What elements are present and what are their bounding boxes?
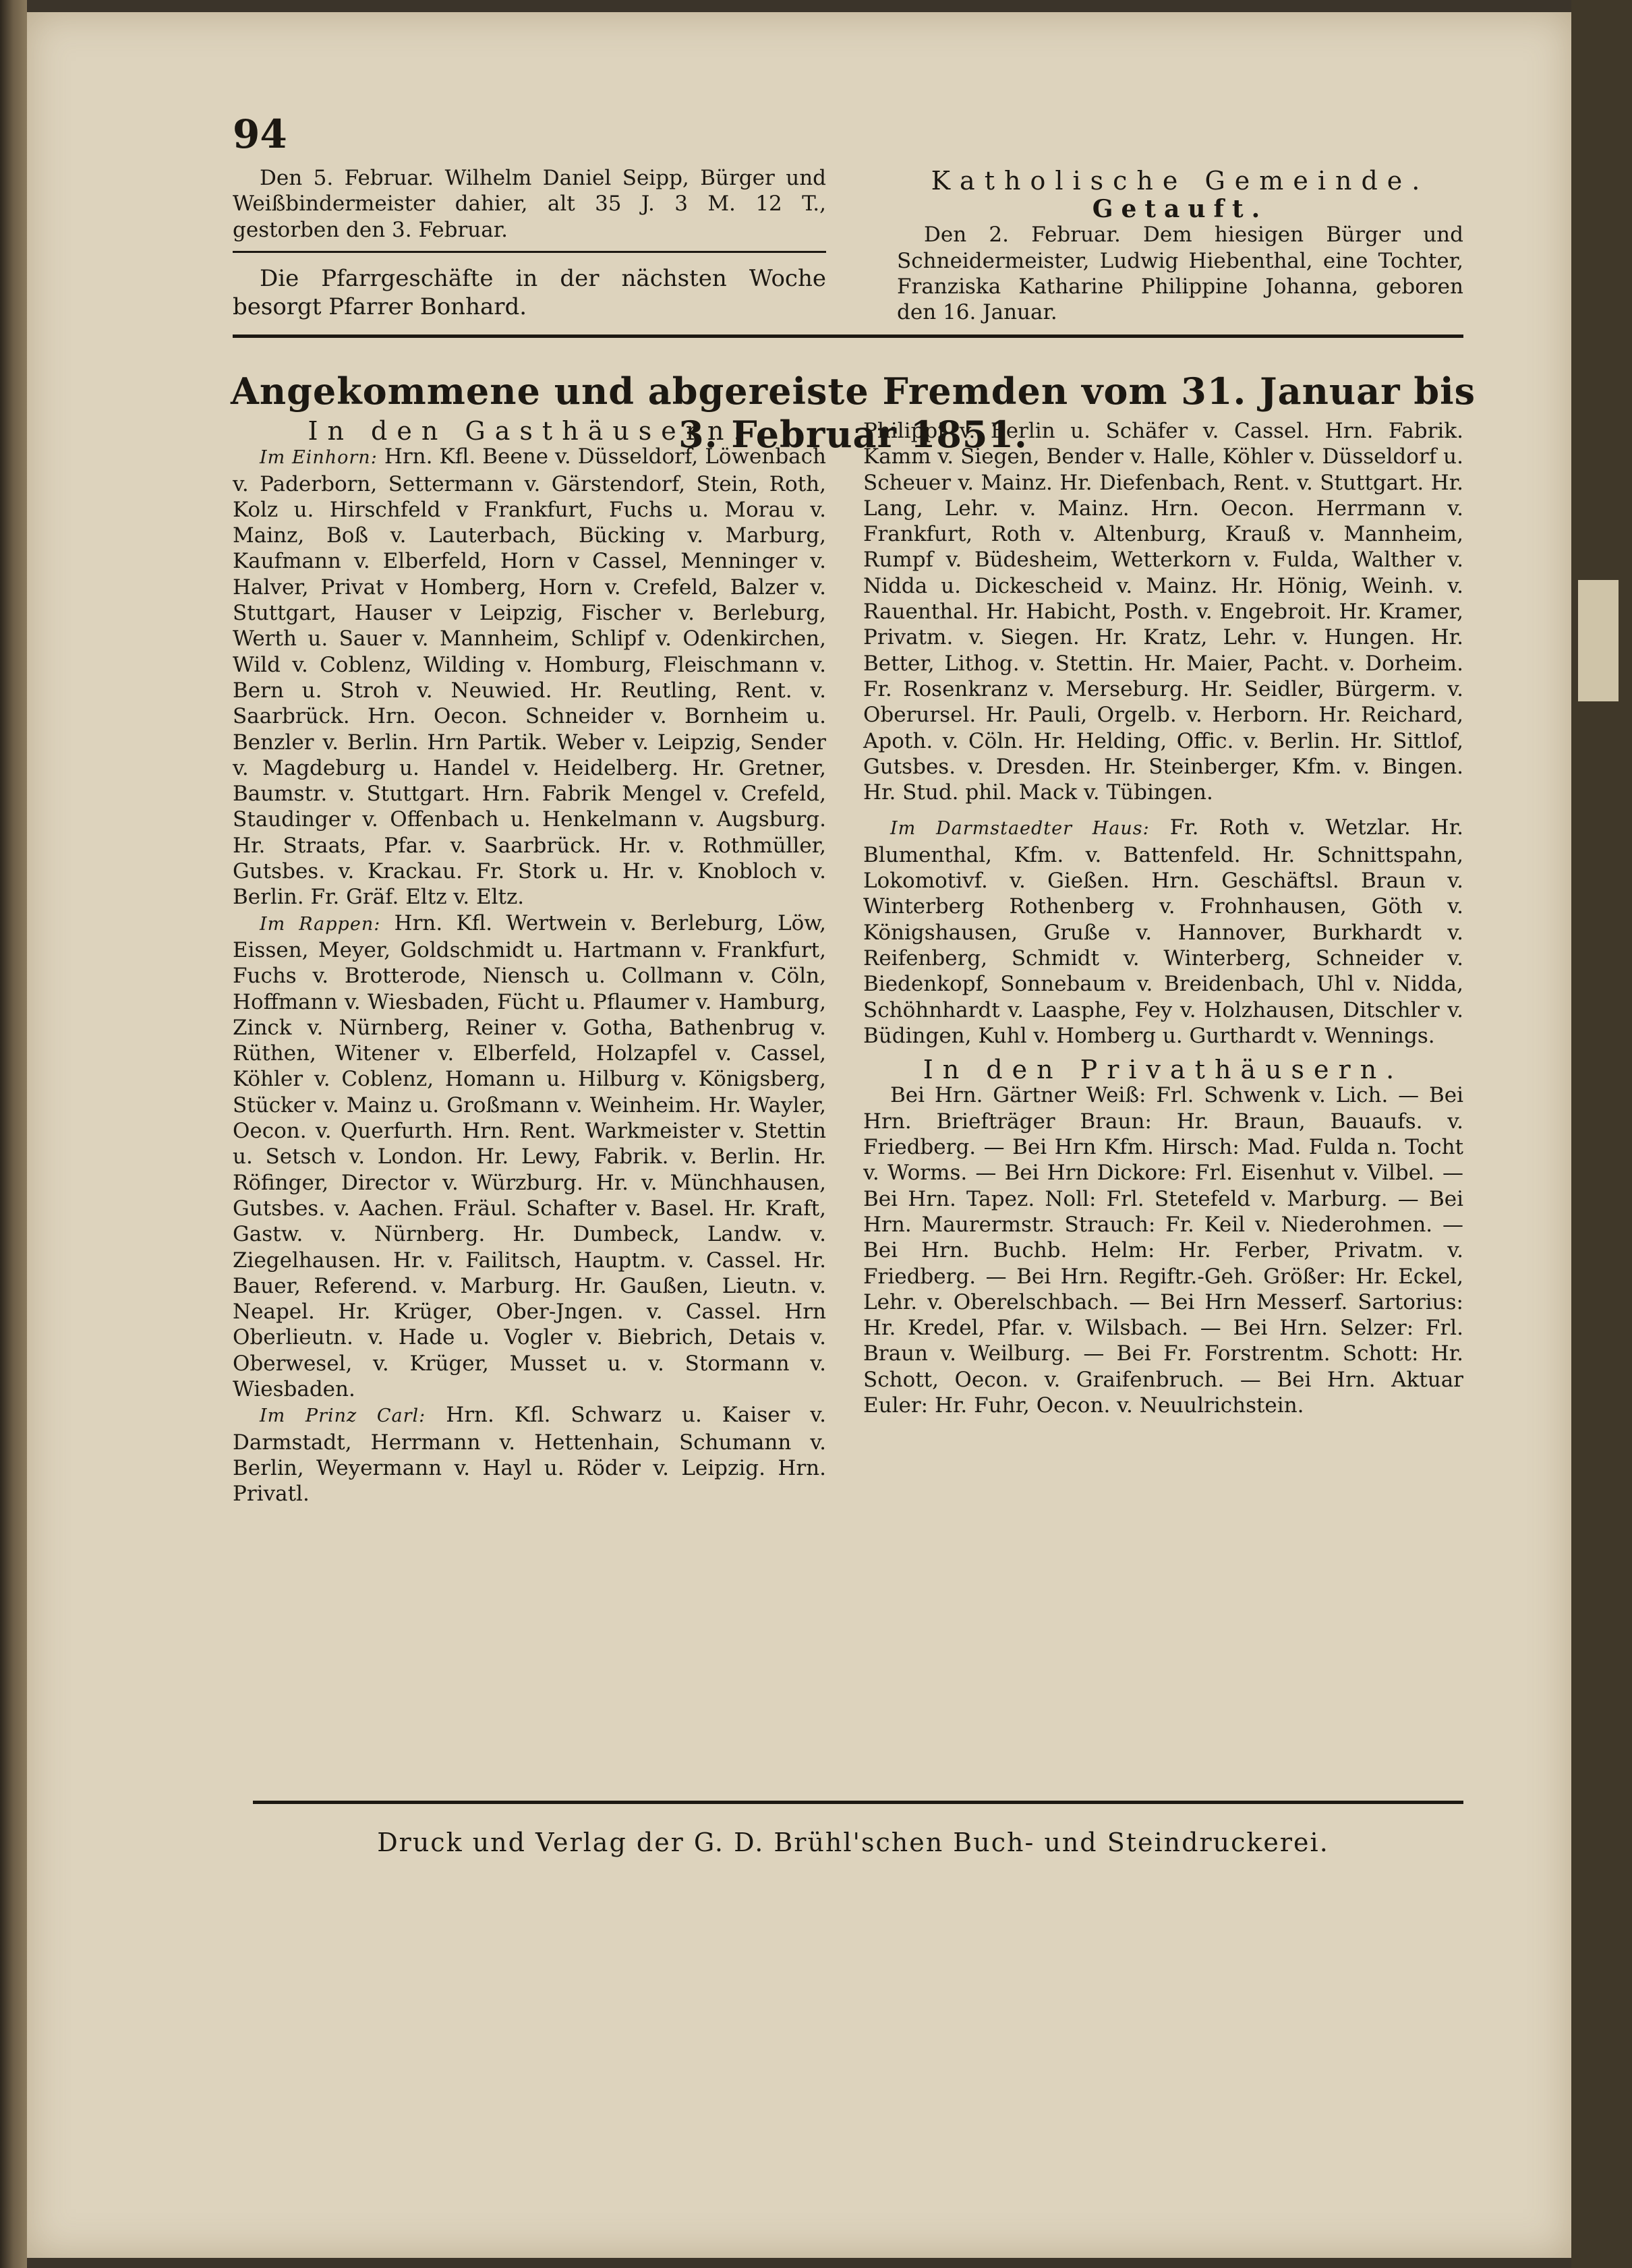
entry-prinz-carl: [233, 1402, 826, 1507]
entry-darmstaedter-haus: [863, 815, 1463, 1049]
section-private-houses: In den Privathäusern.: [923, 1055, 1404, 1085]
top-left-block: [233, 165, 826, 243]
page-number: 94: [233, 111, 287, 157]
baptism-notice: Den 2. Februar. Dem hiesigen Bürger und Schneidermeister, Ludwig Hiebenthal, eine Tochter, Franziska Katharine Philippine Johanna, geboren den 16. Januar.: [897, 223, 1463, 325]
baptized-heading: Getauft.: [1092, 195, 1269, 223]
lead-prinz-carl: Im Prinz Carl:: [260, 1405, 426, 1427]
parish-notice: Die Pfarrgeschäfte in der nächsten Woche besorgt Pfarrer Bonhard.: [233, 265, 826, 320]
left-column: [233, 418, 826, 1507]
visitors-title: Angekommene und abgereiste Fremden vom 31. Januar bis 3. Februar 1851.: [230, 370, 1476, 456]
printer-imprint: Druck und Verlag der G. D. Brühl'schen Buch- und Steindruckerei.: [377, 1828, 1329, 1857]
lead-rappen: Im Rappen:: [260, 913, 381, 935]
parish-notice-block: [233, 264, 826, 321]
binding-edge: [0, 0, 27, 2268]
catholic-heading: Katholische Gemeinde.: [931, 166, 1430, 196]
next-page-fragment: [1578, 580, 1619, 701]
entry-rappen: [233, 910, 826, 1403]
right-para-continued: Philippi v. Berlin u. Schäfer v. Cassel. Hrn. Fabrik. Kamm v. Siegen, Bender v. Halle, Köhler v. Düsseldorf u. Scheuer v. Mainz. Hr. Diefenbach, Rent. v. Stuttgart. Hr. Lang, Lehr. v. Mainz. Hrn. Oecon. Herrmann v. Frankfurt, Roth v. Altenburg, Krauß v. Mannheim, Rumpf v. Büdesheim, Wetterkorn v. Fulda, Walther v. Nidda u. Dickescheid v. Mainz. Hr. Hönig, Weinh. v. Rauenthal. Hr. Habicht, Posth. v. Engebroit. Hr. Kramer, Privatm. v. Siegen. Hr. Kratz, Lehr. v. Hungen. Hr. Better, Lithog. v. Stettin. Hr. Maier, Pacht. v. Dorheim. Fr. Rosenkranz v. Merseburg. Hr. Seidler, Bürgerm. v. Oberursel. Hr. Pauli, Orgelb. v. Herborn. Hr. Reichard, Apoth. v. Cöln. Hr. Helding, Offic. v. Berlin. Hr. Sittlof, Gutsbes. v. Dresden. Hr. Steinberger, Kfm. v. Bingen. Hr. Stud. phil. Mack v. Tübingen.: [863, 419, 1463, 805]
right-column: [863, 418, 1463, 1418]
next-page-edge: [1571, 0, 1632, 2268]
private-houses-text: Bei Hrn. Gärtner Weiß: Frl. Schwenk v. Lich. — Bei Hrn. Briefträger Braun: Hr. Braun, Bauaufs. v. Friedberg. — Bei Hrn Kfm. Hirsch: Mad. Fulda n. Tocht v. Worms. — Bei Hrn Dickore: Frl. Eisenhut v. Vilbel. — Bei Hrn. Tapez. Noll: Frl. Stetefeld v. Marburg. — Bei Hrn. Maurermstr. Strauch: Fr. Keil v. Niederohmen. — Bei Hrn. Buchb. Helm: Hr. Ferber, Privatm. v. Friedberg. — Bei Hrn. Regiftr.-Geh. Größer: Hr. Eckel, Lehr. v. Oberelschbach. — Bei Hrn Messerf. Sartorius: Hr. Kredel, Pfar. v. Wilsbach. — Bei Hrn. Selzer: Frl. Braun v. Weilburg. — Bei Fr. Forstrentm. Schott: Hr. Schott, Oecon. v. Graifenbruch. — Bei Hrn. Aktuar Euler: Hr. Fuhr, Oecon. v. Neuulrichstein.: [863, 1083, 1463, 1418]
text-rappen: Hrn. Kfl. Wertwein v. Berleburg, Löw, Eissen, Meyer, Goldschmidt u. Hartmann v. Frankfurt, Fuchs v. Brotterode, Niensch u. Collmann v. Cöln, Hoffmann v. Wiesbaden, Fücht u. Pflaumer v. Hamburg, Zinck v. Nürnberg, Reiner v. Gotha, Bathenbrug v. Rüthen, Witener v. Elberfeld, Holzapfel v. Cassel, Köhler v. Coblenz, Homann u. Hilburg v. Königsberg, Stücker v. Mainz u. Großmann v. Weinheim. Hr. Wayler, Oecon. v. Querfurth. Hrn. Rent. Warkmeister v. Stettin u. Setsch v. London. Hr. Lewy, Fabrik. v. Berlin. Hr. Röfinger, Director v. Würzburg. Hr. v. Münchhausen, Gutsbes. v. Aachen. Fräul. Schafter v. Basel. Hr. Kraft, Gastw. v. Nürnberg. Hr. Dumbeck, Landw. v. Ziegelhausen. Hr. v. Failitsch, Hauptm. v. Cassel. Hr. Bauer, Referend. v. Marburg. Hr. Gaußen, Lieutn. v. Neapel. Hr. Krüger, Ober-Jngen. v. Cassel. Hrn Oberlieutn. v. Hade u. Vogler v. Biebrich, Detais v. Oberwesel, v. Krüger, Musset u. v. Stormann v. Wiesbaden.: [233, 910, 826, 1401]
rule-thick-top: [233, 335, 1463, 338]
text-prinz-carl: Hrn. Kfl. Schwarz u. Kaiser v. Darmstadt, Herrmann v. Hettenhain, Schumann v. Berlin, Weyermann v. Hayl u. Röder v. Leipzig. Hrn. Privatl.: [233, 1403, 826, 1507]
rule-thick-bottom: [253, 1801, 1463, 1804]
death-notice: Den 5. Februar. Wilhelm Daniel Seipp, Bürger und Weißbindermeister dahier, alt 35 J. 3 M. 12 T., gestorben den 3. Februar.: [233, 166, 826, 242]
rule-small: [233, 251, 826, 253]
text-einhorn: Hrn. Kfl. Beene v. Düsseldorf, Löwenbach v. Paderborn, Settermann v. Gärstendorf, Stein, Roth, Kolz u. Hirschfeld v Frankfurt, Fuchs u. Morau v. Mainz, Boß v. Lauterbach, Bücking v. Marburg, Kaufmann v. Elberfeld, Horn v Cassel, Menninger v. Halver, Privat v Homberg, Horn v. Crefeld, Balzer v. Stuttgart, Hauser v Leipzig, Fischer v. Berleburg, Werth u. Sauer v. Mannheim, Schlipf v. Odenkirchen, Wild v. Coblenz, Wilding v. Homburg, Fleischmann v. Bern u. Stroh v. Neuwied. Hr. Reutling, Rent. v. Saarbrück. Hrn. Oecon. Schneider v. Bornheim u. Benzler v. Berlin. Hrn Partik. Weber v. Leipzig, Sender v. Magdeburg u. Handel v. Heidelberg. Hr. Gretner, Baumstr. v. Stuttgart. Hrn. Fabrik Mengel v. Crefeld, Staudinger v. Offenbach u. Henkelmann v. Augsburg. Hr. Straats, Pfar. v. Saarbrück. Hr. v. Rothmüller, Gutsbes. v. Krackau. Fr. Stork u. Hr. v. Knobloch v. Berlin. Fr. Gräf. Eltz v. Eltz.: [233, 444, 826, 910]
entry-einhorn: [233, 444, 826, 910]
text-darmstaedter: Fr. Roth v. Wetzlar. Hr. Blumenthal, Kfm. v. Battenfeld. Hr. Schnittspahn, Lokomotivf. v. Gießen. Hrn. Geschäftsl. Braun v. Winterberg Rothenberg v. Frohnhausen, Göth v. Königshausen, Gruße v. Hannover, Burkhardt v. Reifenberg, Schmidt v. Winterberg, Schneider v. Biedenkopf, Sonnebaum v. Breidenbach, Uhl v. Nidda, Schöhnhardt v. Laasphe, Fey v. Holzhausen, Ditschler v. Büdingen, Kuhl v. Homberg u. Gurthardt v. Wennings.: [863, 815, 1463, 1048]
lead-einhorn: Im Einhorn:: [260, 447, 378, 469]
lead-darmstaedter: Im Darmstaedter Haus:: [890, 818, 1150, 840]
section-inns: In den Gasthäusern.: [308, 416, 751, 446]
top-right-block: [897, 165, 1463, 325]
